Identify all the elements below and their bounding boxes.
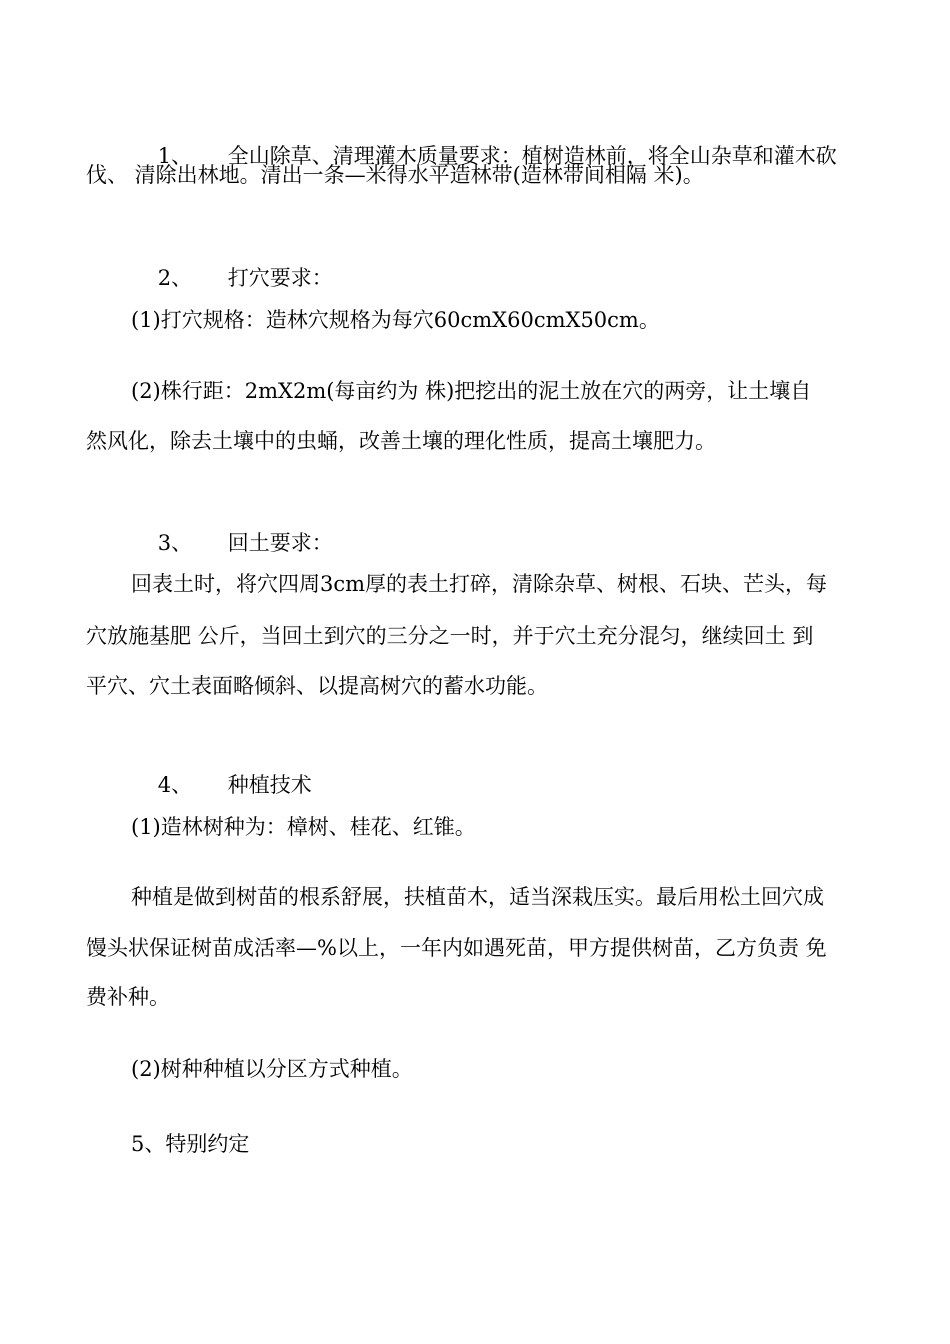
- paragraph-6-line-2: 穴放施基肥 公斤，当回土到穴的三分之一时，并于穴土充分混匀，继续回土 到: [86, 624, 814, 648]
- paragraph-10: (2)树种种植以分区方式种植。: [131, 1057, 413, 1081]
- item-number-3: 3、: [157, 531, 193, 555]
- paragraph-2-text: 打穴要求：: [227, 266, 333, 290]
- item-number-1: 1、: [157, 144, 193, 168]
- paragraph-6-line-1: 回表土时，将穴四周3cm厚的表土打碎，清除杂草、树根、石块、芒头，每: [131, 572, 828, 596]
- item-number-2: 2、: [157, 266, 193, 290]
- paragraph-1-line-2: 伐、 清除出林地。清出一条—米得水平造林带(造林带间相隔 米)。: [86, 163, 704, 187]
- paragraph-9-line-3: 费补种。: [86, 985, 170, 1009]
- paragraph-9-line-1: 种植是做到树苗的根系舒展，扶植苗木，适当深栽压实。最后用松土回穴成: [131, 885, 824, 909]
- paragraph-3: (1)打穴规格：造林穴规格为每穴60cmX60cmX50cm。: [131, 308, 660, 332]
- item-number-4: 4、: [157, 773, 193, 797]
- paragraph-1-text-1: 全山除草、清理灌木质量要求：植树造林前，将全山杂草和灌木砍: [227, 144, 837, 168]
- paragraph-6-line-3: 平穴、穴土表面略倾斜、以提高树穴的蓄水功能。: [86, 674, 548, 698]
- paragraph-4-line-2: 然风化，除去土壤中的虫蛹，改善土壤的理化性质，提高土壤肥力。: [86, 429, 716, 453]
- paragraph-11-heading: 5、特别约定: [131, 1132, 250, 1156]
- paragraph-7-text: 种植技术: [227, 773, 312, 797]
- paragraph-8: (1)造林树种为：樟树、桂花、红锥。: [131, 815, 476, 839]
- paragraph-5-text: 回土要求：: [227, 531, 333, 555]
- paragraph-4-line-1: (2)株行距：2mX2m(每亩约为 株)把挖出的泥土放在穴的两旁，让土壤自: [131, 379, 812, 403]
- paragraph-9-line-2: 馒头状保证树苗成活率—%以上，一年内如遇死苗，甲方提供树苗，乙方负责 免: [86, 936, 827, 960]
